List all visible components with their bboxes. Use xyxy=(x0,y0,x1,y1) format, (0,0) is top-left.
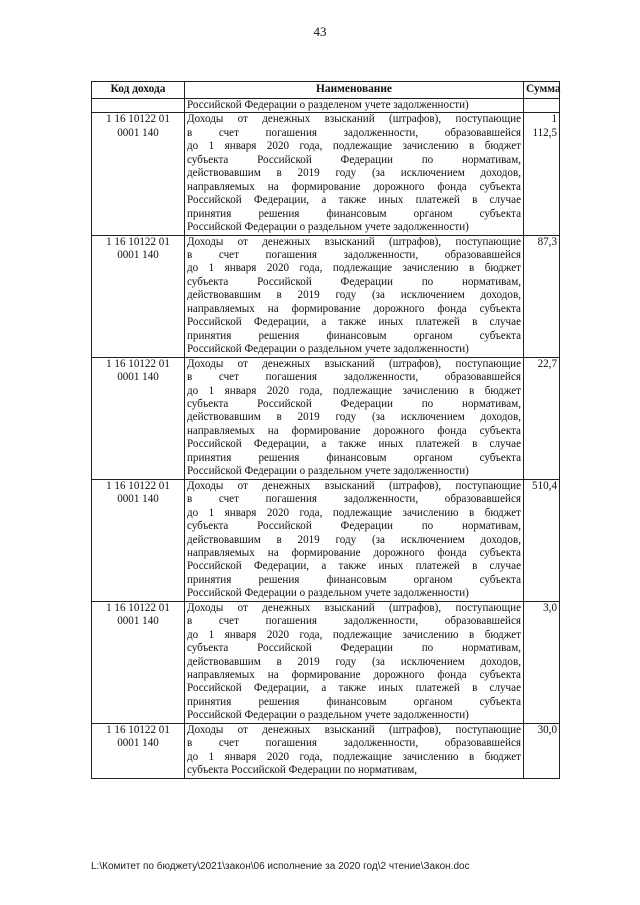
revenue-name-line: до 1 января 2020 года, подлежащие зачислению в бюджет xyxy=(187,140,521,153)
page-number: 43 xyxy=(313,24,327,39)
revenue-code-line: 1 16 10122 01 xyxy=(106,601,170,614)
revenue-name-line: Российской Федерации о раздельном учете задолженности) xyxy=(187,587,469,600)
revenue-name-line: субъекта Российской Федерации по нормативам, xyxy=(187,153,521,166)
revenue-name-line: в счет погашения задолженности, образовавшейся xyxy=(187,493,521,506)
revenue-name-line: Российской Федерации, а также иных платежей в случае xyxy=(187,194,521,207)
revenue-name-line: Доходы от денежных взысканий (штрафов), поступающие xyxy=(187,479,521,492)
revenue-name-line: Российской Федерации о раздельном учете задолженности) xyxy=(187,465,469,478)
revenue-code-cell xyxy=(92,601,185,723)
revenue-code-line: 0001 140 xyxy=(117,371,159,384)
revenue-name-line: принятия решения финансовым органом субъекта xyxy=(187,451,521,464)
revenue-name-line: направляемых на формирование дорожного фонда субъекта xyxy=(187,546,521,559)
revenue-name-line: до 1 января 2020 года, подлежащие зачислению в бюджет xyxy=(187,384,521,397)
revenue-name-line: до 1 января 2020 года, подлежащие зачислению в бюджет xyxy=(187,750,521,763)
revenue-name-line: Российской Федерации, а также иных платежей в случае xyxy=(187,560,521,573)
revenue-code-line: 1 16 10122 01 xyxy=(106,235,170,248)
revenue-sum-cell: 510,4 xyxy=(524,479,560,601)
table-row xyxy=(92,113,560,235)
revenue-name-line: Российской Федерации о раздельном учете задолженности) xyxy=(187,709,469,722)
revenue-code-line: 0001 140 xyxy=(117,126,159,139)
header-code: Код дохода xyxy=(92,82,185,99)
revenue-name-line: Российской Федерации, а также иных платежей в случае xyxy=(187,316,521,329)
revenue-code-line: 1 16 10122 01 xyxy=(106,357,170,370)
revenue-name-line: Российской Федерации о раздельном учете задолженности) xyxy=(187,343,469,356)
revenue-name-cell xyxy=(185,113,524,235)
revenue-name-line: принятия решения финансовым органом субъекта xyxy=(187,207,521,220)
revenue-name-line: направляемых на формирование дорожного фонда субъекта xyxy=(187,424,521,437)
revenue-name-line: в счет погашения задолженности, образовавшейся xyxy=(187,248,521,261)
revenue-code-cell xyxy=(92,723,185,778)
revenue-code-cell xyxy=(92,235,185,357)
revenue-name-cell xyxy=(185,479,524,601)
table-row xyxy=(92,601,560,723)
revenue-name-line: действовавшим в 2019 году (за исключением доходов, xyxy=(187,533,521,546)
revenue-name-cell xyxy=(185,235,524,357)
revenue-name-line: направляемых на формирование дорожного фонда субъекта xyxy=(187,302,521,315)
table-header-row xyxy=(92,82,560,99)
revenue-name-line: принятия решения финансовым органом субъекта xyxy=(187,329,521,342)
revenue-name-line: Российской Федерации, а также иных платежей в случае xyxy=(187,682,521,695)
revenue-name-line: Российской Федерации о раздельном учете задолженности) xyxy=(187,221,469,234)
continuation-row xyxy=(92,99,560,113)
revenue-name-line: действовавшим в 2019 году (за исключением доходов, xyxy=(187,289,521,302)
revenue-name-line: субъекта Российской Федерации по нормативам, xyxy=(187,764,418,777)
revenue-code-line: 1 16 10122 01 xyxy=(106,113,170,126)
revenue-name-line: до 1 января 2020 года, подлежащие зачислению в бюджет xyxy=(187,262,521,275)
revenue-name-line: субъекта Российской Федерации по нормативам, xyxy=(187,642,521,655)
revenue-code-cell xyxy=(92,357,185,479)
revenue-code-line: 1 16 10122 01 xyxy=(106,723,170,736)
revenue-name-line: Доходы от денежных взысканий (штрафов), поступающие xyxy=(187,357,521,370)
revenue-name-line: до 1 января 2020 года, подлежащие зачислению в бюджет xyxy=(187,506,521,519)
revenue-code-line: 0001 140 xyxy=(117,737,159,750)
revenue-name-line: субъекта Российской Федерации по нормативам, xyxy=(187,275,521,288)
continuation-sum-cell xyxy=(524,99,560,113)
revenue-sum-cell: 3,0 xyxy=(524,601,560,723)
revenue-name-line: Доходы от денежных взысканий (штрафов), поступающие xyxy=(187,723,521,736)
revenue-code-line: 0001 140 xyxy=(117,493,159,506)
revenue-name-cell xyxy=(185,357,524,479)
revenue-name-cell xyxy=(185,601,524,723)
revenue-name-line: Доходы от денежных взысканий (штрафов), поступающие xyxy=(187,601,521,614)
table-row xyxy=(92,723,560,778)
revenue-name-line: направляемых на формирование дорожного фонда субъекта xyxy=(187,180,521,193)
revenue-name-line: принятия решения финансовым органом субъекта xyxy=(187,573,521,586)
revenue-name-cell xyxy=(185,723,524,778)
revenue-sum-cell: 1 112,5 xyxy=(524,113,560,235)
table-row xyxy=(92,357,560,479)
revenue-code-line: 0001 140 xyxy=(117,248,159,261)
table-row xyxy=(92,235,560,357)
revenue-sum-cell: 22,7 xyxy=(524,357,560,479)
revenue-name-line: Доходы от денежных взысканий (штрафов), поступающие xyxy=(187,235,521,248)
revenue-name-line: в счет погашения задолженности, образовавшейся xyxy=(187,126,521,139)
revenue-code-cell xyxy=(92,479,185,601)
revenue-name-line: Доходы от денежных взысканий (штрафов), поступающие xyxy=(187,113,521,126)
revenue-code-cell xyxy=(92,113,185,235)
revenue-name-line: в счет погашения задолженности, образовавшейся xyxy=(187,371,521,384)
revenue-sum-cell: 30,0 xyxy=(524,723,560,778)
continuation-name-cell: Российской Федерации о разделеном учете задолженности) xyxy=(185,99,524,113)
revenue-name-line: направляемых на формирование дорожного фонда субъекта xyxy=(187,669,521,682)
revenue-sum-cell: 87,3 xyxy=(524,235,560,357)
revenue-table xyxy=(91,81,560,779)
revenue-name-line: Российской Федерации, а также иных платежей в случае xyxy=(187,438,521,451)
revenue-code-line: 1 16 10122 01 xyxy=(106,479,170,492)
continuation-code-cell xyxy=(92,99,185,113)
revenue-name-line: в счет погашения задолженности, образовавшейся xyxy=(187,737,521,750)
revenue-name-line: в счет погашения задолженности, образовавшейся xyxy=(187,615,521,628)
revenue-name-line: принятия решения финансовым органом субъекта xyxy=(187,695,521,708)
revenue-code-line: 0001 140 xyxy=(117,615,159,628)
revenue-name-line: до 1 января 2020 года, подлежащие зачислению в бюджет xyxy=(187,628,521,641)
revenue-name-line: действовавшим в 2019 году (за исключением доходов, xyxy=(187,167,521,180)
revenue-name-line: субъекта Российской Федерации по нормативам, xyxy=(187,397,521,410)
header-name: Наименование xyxy=(185,82,524,99)
table-row xyxy=(92,479,560,601)
revenue-name-line: действовавшим в 2019 году (за исключением доходов, xyxy=(187,655,521,668)
revenue-name-line: субъекта Российской Федерации по нормативам, xyxy=(187,520,521,533)
revenue-name-line: действовавшим в 2019 году (за исключением доходов, xyxy=(187,411,521,424)
file-path-footer: L:\Комитет по бюджету\2021\закон\06 исполнение за 2020 год\2 чтение\Закон.doc xyxy=(91,861,470,872)
header-sum: Сумма xyxy=(524,82,560,99)
